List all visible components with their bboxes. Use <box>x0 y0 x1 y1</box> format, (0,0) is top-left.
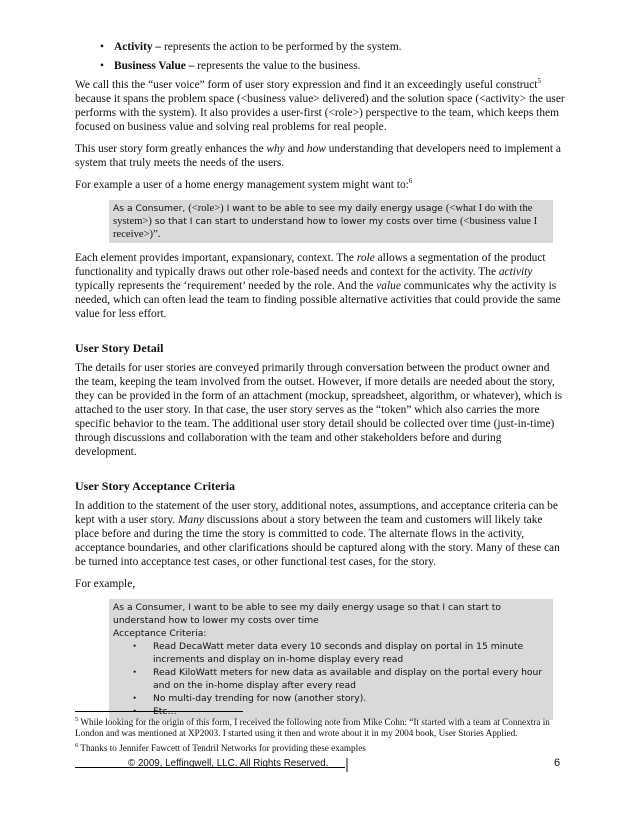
paragraph: In addition to the statement of the user story, additional notes, assumptions, and acceptance criteria can be kept with a user story. Many discussions about a story between the team and customers will likely take place before and during the time the story is committed to code. The alternate flows in the activity, acceptance boundaries, and other clarifications should be captured along with the story. Many of these can be turned into acceptance test cases, or other functional test cases, for the story. <box>75 500 560 568</box>
paragraph: This user story form greatly enhances the why and how understanding that developers need to implement a system that truly meets the needs of the users. <box>75 143 561 169</box>
criteria-list <box>113 640 549 718</box>
list-item: • No multi-day trending for now (another story). <box>133 692 549 705</box>
footnote: $^6$ Thanks to Jennifer Fawcett of Tendril Networks for providing these examples <box>75 741 366 753</box>
page-number: 6 <box>554 757 561 769</box>
section-heading: User Story Detail <box>75 341 164 355</box>
footnote-ref[interactable]: 6 <box>408 177 413 186</box>
footnote: $^5$ While looking for the origin of this form, I received the following note from Mike Cohn: “It started with a team at Connextra in London and was mentioned at XP2003. I started using it then and wrote about it in my 2004 book, User Stories Applied. <box>75 715 550 738</box>
footer-divider-bar <box>346 758 348 772</box>
footnote-ref[interactable]: 5 <box>537 77 541 86</box>
list-item: • Business Value – represents the value to the business. <box>100 59 565 73</box>
example-box: As a Consumer, (<role>) I want to be able to see my daily energy usage (<what I do with the system>) so that I can start to understand how to lower my costs over time (<business value I receive>)”. <box>109 200 553 243</box>
story-statement: As a Consumer, I want to be able to see my daily energy usage so that I can start to understand how to lower my costs over time <box>113 602 501 626</box>
paragraph: We call this the “user voice” form of user story expression and find it an exceedingly useful construct$^5$ because it spans the problem space (<business value> delivered) and the solution space (<activity> the user performs with the system). It also provides a user-first (<role>) perspective to the team, which keeps them focused on business value and solving real problems for real people. <box>75 77 565 133</box>
list-item: • Read DecaWatt meter data every 10 seconds and display on portal in 15 minute increments and display on in-home display every read <box>133 640 549 666</box>
paragraph: The details for user stories are conveyed primarily through conversation between the product owner and the team, keeping the team involved from the outset. However, if more details are needed about the story, they can be provided in the form of an attachment (mockup, spreadsheet, algorithm, or whatever), which is attached to the user story. In that case, the user story serves as the “token” which also carries the more specific behavior to the team. The additional user story detail should be collected over time (just-in-time) through discussions and collaboration with the team and other stakeholders before and during development. <box>75 362 563 458</box>
element-list <box>75 40 565 73</box>
footnote-divider <box>75 711 243 712</box>
paragraph: Each element provides important, expansionary, context. The role allows a segmentation of the product functionality and typically draws out other role-based needs and context for the activity. The activity typically represents the ‘requirement’ needed by the role. And the value communicates why the activity is needed, which can often lead the team to finding possible alternative activities that could provide the same value for less effort. <box>75 252 561 320</box>
list-item: • Activity – represents the action to be performed by the system. <box>100 40 565 54</box>
list-item: • Read KiloWatt meters for new data as available and display on the portal every hour and on the in-home display after every read <box>133 666 549 692</box>
acceptance-example-box <box>109 599 553 720</box>
paragraph: For example, <box>75 578 136 590</box>
document-body <box>75 40 565 728</box>
criteria-label: Acceptance Criteria: <box>113 628 207 639</box>
copyright-footer: © 2009, Leffingwell, LLC. All Rights Reserved. <box>128 758 329 769</box>
section-heading: User Story Acceptance Criteria <box>75 479 236 493</box>
paragraph: For example a user of a home energy management system might want to:$^6$ <box>75 177 413 191</box>
